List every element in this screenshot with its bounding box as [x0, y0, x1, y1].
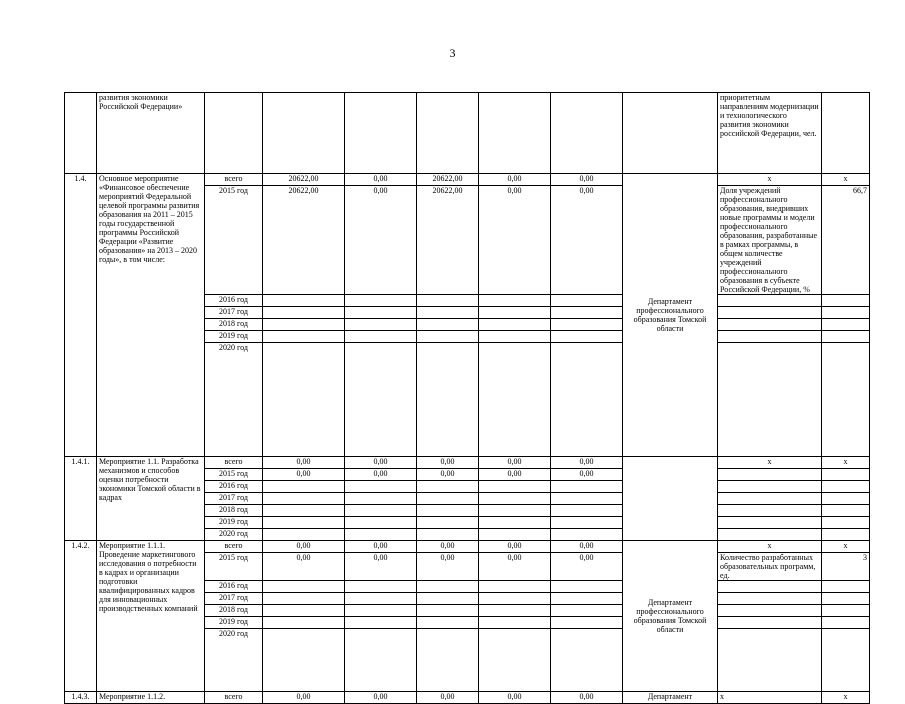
cell-number: 1.4.2. — [65, 541, 97, 692]
cell-amount — [263, 617, 345, 629]
cell-amount — [345, 581, 417, 593]
cell-indicator: х — [718, 174, 822, 186]
cell-amount: 0,00 — [263, 457, 345, 469]
cell-value: х — [822, 174, 870, 186]
cell-amount — [263, 493, 345, 505]
cell-name: Мероприятие 1.1.2. — [97, 692, 205, 704]
cell-amount: 0,00 — [263, 553, 345, 581]
table-row — [65, 174, 870, 186]
cell-amount: 0,00 — [345, 457, 417, 469]
cell-year: 2019 год — [205, 517, 263, 529]
cell-indicator — [718, 617, 822, 629]
cell-value — [822, 605, 870, 617]
cell-amount: 0,00 — [417, 692, 479, 704]
cell-year: 2016 год — [205, 295, 263, 307]
cell-amount: 0,00 — [551, 553, 623, 581]
cell-year: всего — [205, 174, 263, 186]
cell-value — [822, 505, 870, 517]
cell-year: 2018 год — [205, 605, 263, 617]
cell-amount — [417, 295, 479, 307]
cell-indicator: х — [718, 692, 822, 704]
cell-amount — [479, 481, 551, 493]
cell-indicator — [718, 343, 822, 457]
cell-name: развития экономики Российской Федерации» — [97, 93, 205, 174]
cell-year: 2020 год — [205, 343, 263, 457]
cell-indicator — [718, 331, 822, 343]
cell-amount — [551, 295, 623, 307]
cell-amount — [417, 481, 479, 493]
cell-amount — [263, 307, 345, 319]
cell-amount — [479, 529, 551, 541]
cell-indicator — [718, 593, 822, 605]
cell-amount — [263, 517, 345, 529]
cell-amount — [345, 319, 417, 331]
cell-value — [822, 629, 870, 692]
cell-amount: 0,00 — [345, 692, 417, 704]
cell-value — [822, 319, 870, 331]
cell-amount — [479, 319, 551, 331]
cell-amount — [551, 605, 623, 617]
cell-amount: 0,00 — [417, 553, 479, 581]
cell-amount — [345, 493, 417, 505]
cell-amount — [417, 343, 479, 457]
cell-amount — [345, 517, 417, 529]
cell-year: всего — [205, 692, 263, 704]
cell-value — [822, 493, 870, 505]
cell-amount: 0,00 — [479, 469, 551, 481]
cell-number: 1.4.1. — [65, 457, 97, 541]
cell-value: х — [822, 457, 870, 469]
cell-amount — [479, 493, 551, 505]
cell-amount: 0,00 — [345, 174, 417, 186]
cell-indicator — [718, 529, 822, 541]
cell-amount — [551, 529, 623, 541]
cell-amount — [345, 605, 417, 617]
cell-year: 2018 год — [205, 505, 263, 517]
cell-amount — [345, 617, 417, 629]
cell-amount — [417, 319, 479, 331]
cell-year: 2015 год — [205, 186, 263, 295]
cell-amount: 0,00 — [551, 186, 623, 295]
cell-amount — [417, 617, 479, 629]
cell-indicator: Количество разработанных образовательных программ, ед. — [718, 553, 822, 581]
cell-value: х — [822, 541, 870, 553]
cell-amount — [417, 517, 479, 529]
cell-amount — [263, 343, 345, 457]
cell-value — [822, 343, 870, 457]
cell-executor — [623, 457, 718, 541]
cell-amount — [479, 505, 551, 517]
cell-indicator — [718, 469, 822, 481]
cell-amount — [479, 295, 551, 307]
cell-value — [822, 593, 870, 605]
cell-amount — [417, 605, 479, 617]
cell-amount: 0,00 — [479, 186, 551, 295]
cell-amount — [551, 331, 623, 343]
cell-amount — [345, 307, 417, 319]
program-table — [64, 92, 870, 704]
cell-amount — [345, 331, 417, 343]
cell-indicator — [718, 517, 822, 529]
table-row — [65, 692, 870, 704]
cell-amount — [345, 629, 417, 692]
cell-number — [65, 93, 97, 174]
cell-indicator — [718, 319, 822, 331]
cell-value — [822, 481, 870, 493]
cell-year: 2017 год — [205, 307, 263, 319]
cell-amount — [263, 605, 345, 617]
cell-amount: 0,00 — [263, 541, 345, 553]
cell-indicator: х — [718, 457, 822, 469]
cell-value — [822, 617, 870, 629]
cell-amount — [417, 593, 479, 605]
cell-amount — [417, 529, 479, 541]
cell-amount — [345, 295, 417, 307]
cell-amount — [551, 593, 623, 605]
cell-year: всего — [205, 457, 263, 469]
cell-year: 2020 год — [205, 629, 263, 692]
cell-year: 2019 год — [205, 617, 263, 629]
cell-number: 1.4. — [65, 174, 97, 457]
cell-amount: 20622,00 — [263, 174, 345, 186]
cell-amount — [551, 307, 623, 319]
cell-amount: 20622,00 — [263, 186, 345, 295]
cell-year: 2017 год — [205, 593, 263, 605]
cell-indicator — [718, 307, 822, 319]
cell-amount — [263, 481, 345, 493]
cell-executor: Департамент профессионального образования Томской области — [623, 174, 718, 457]
cell-amount — [479, 617, 551, 629]
cell-amount — [479, 331, 551, 343]
cell-amount: 0,00 — [345, 541, 417, 553]
cell-name: Основное мероприятие «Финансовое обеспечение мероприятий Федеральной целевой программы развития образования на 2011 – 2015 годы государственной программы Российской Федерации «Развитие образования» на 2013 – 2020 годы», в том числе: — [97, 174, 205, 457]
cell-year: 2016 год — [205, 581, 263, 593]
cell-amount — [479, 593, 551, 605]
cell-amount: 0,00 — [479, 457, 551, 469]
cell-amount — [345, 343, 417, 457]
cell-executor: Департамент профессионального образования Томской области — [623, 541, 718, 692]
cell-year: 2019 год — [205, 331, 263, 343]
cell-indicator — [718, 629, 822, 692]
cell-amount — [345, 593, 417, 605]
table-row — [65, 457, 870, 469]
cell-value: 66,7 — [822, 186, 870, 295]
cell-amount — [345, 529, 417, 541]
cell-amount: 0,00 — [551, 457, 623, 469]
cell-amount — [551, 505, 623, 517]
cell-amount — [263, 581, 345, 593]
cell-year: 2018 год — [205, 319, 263, 331]
cell-year: 2017 год — [205, 493, 263, 505]
cell-amount — [263, 593, 345, 605]
cell-amount — [551, 319, 623, 331]
cell-amount — [479, 629, 551, 692]
cell-amount: 0,00 — [345, 186, 417, 295]
cell-amount — [551, 493, 623, 505]
cell-indicator — [718, 581, 822, 593]
cell-amount: 0,00 — [417, 469, 479, 481]
cell-year: 2015 год — [205, 553, 263, 581]
cell-amount — [263, 331, 345, 343]
cell-value — [822, 517, 870, 529]
cell-amount: 0,00 — [551, 469, 623, 481]
cell-amount: 0,00 — [551, 692, 623, 704]
cell-amount — [551, 629, 623, 692]
cell-amount: 0,00 — [551, 541, 623, 553]
cell-amount — [417, 581, 479, 593]
cell-amount: 0,00 — [263, 692, 345, 704]
cell-indicator — [718, 481, 822, 493]
cell-amount — [479, 307, 551, 319]
cell-number: 1.4.3. — [65, 692, 97, 704]
cell-amount: 0,00 — [417, 541, 479, 553]
cell-amount — [479, 343, 551, 457]
cell-amount — [417, 331, 479, 343]
cell-amount — [263, 505, 345, 517]
cell-indicator: Доля учреждений профессионального образования, внедривших новые программы и модели профессионального образования, разработанные в рамках программы, в общем количестве учреждений профессионального образования в субъекте Российской Федерации, % — [718, 186, 822, 295]
cell-amount — [551, 517, 623, 529]
cell-indicator — [718, 505, 822, 517]
cell-value — [822, 307, 870, 319]
cell-indicator: х — [718, 541, 822, 553]
cell-indicator — [718, 605, 822, 617]
cell-amount: 20622,00 — [417, 174, 479, 186]
cell-amount: 0,00 — [345, 553, 417, 581]
cell-amount: 0,00 — [551, 174, 623, 186]
cell-year: 2015 год — [205, 469, 263, 481]
cell-value — [822, 581, 870, 593]
cell-amount — [479, 517, 551, 529]
cell-amount — [417, 629, 479, 692]
cell-amount — [417, 505, 479, 517]
cell-value: 3 — [822, 553, 870, 581]
cell-amount — [345, 505, 417, 517]
cell-amount — [479, 581, 551, 593]
cell-amount: 0,00 — [479, 692, 551, 704]
cell-value — [822, 469, 870, 481]
cell-indicator — [718, 493, 822, 505]
cell-amount — [263, 629, 345, 692]
cell-amount: 0,00 — [479, 553, 551, 581]
cell-amount — [263, 319, 345, 331]
cell-name: Мероприятие 1.1. Разработка механизмов и способов оценки потребности экономики Томской области в кадрах — [97, 457, 205, 541]
cell-amount — [551, 343, 623, 457]
cell-year: всего — [205, 541, 263, 553]
cell-amount — [551, 617, 623, 629]
cell-amount — [417, 493, 479, 505]
cell-indicator: приоритетным направлениям модернизации и технологического развития экономики российской Федерации, чел. — [718, 93, 822, 174]
cell-amount: 0,00 — [479, 541, 551, 553]
cell-amount: 0,00 — [263, 469, 345, 481]
table-row — [65, 541, 870, 553]
cell-amount — [551, 481, 623, 493]
cell-value — [822, 529, 870, 541]
cell-value — [822, 295, 870, 307]
cell-value: х — [822, 692, 870, 704]
cell-indicator — [718, 295, 822, 307]
cell-amount: 0,00 — [479, 174, 551, 186]
table-body — [65, 93, 870, 704]
cell-year: 2020 год — [205, 529, 263, 541]
cell-amount — [551, 581, 623, 593]
cell-amount — [263, 529, 345, 541]
cell-name: Мероприятие 1.1.1. Проведение маркетингового исследования о потребности в кадрах и организации подготовки квалифицированных кадров для инновационных производственных компаний — [97, 541, 205, 692]
cell-amount: 20622,00 — [417, 186, 479, 295]
cell-amount — [417, 307, 479, 319]
cell-year: 2016 год — [205, 481, 263, 493]
cell-value — [822, 331, 870, 343]
cell-amount: 0,00 — [417, 457, 479, 469]
page-number: 3 — [449, 46, 456, 60]
cell-executor: Департамент — [623, 692, 718, 704]
cell-amount — [479, 605, 551, 617]
cell-amount — [345, 481, 417, 493]
table-row — [65, 93, 870, 174]
cell-amount: 0,00 — [345, 469, 417, 481]
cell-amount — [263, 295, 345, 307]
